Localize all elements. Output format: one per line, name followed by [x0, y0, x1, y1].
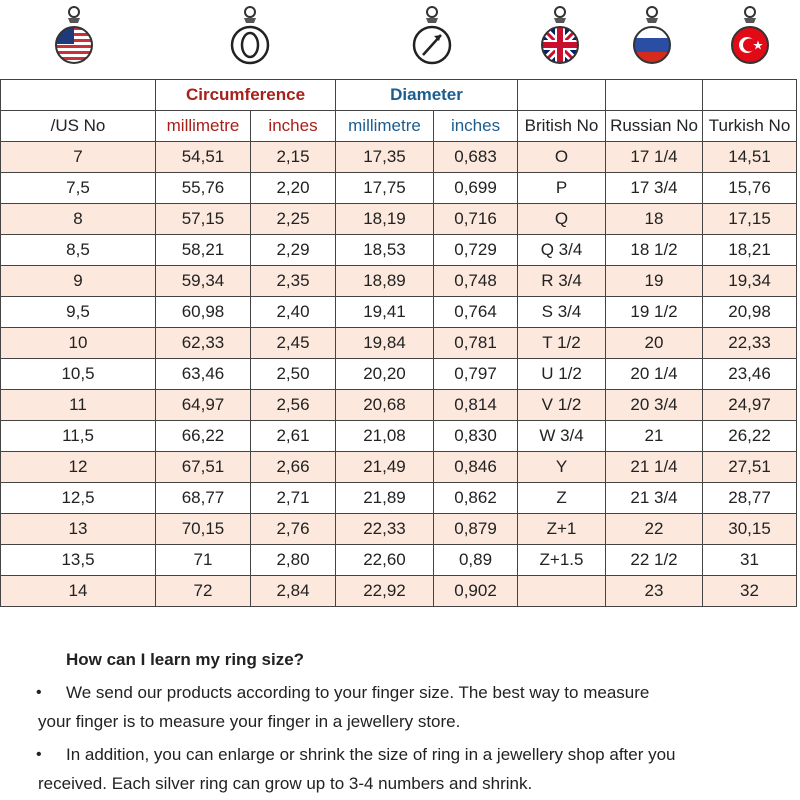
ring-circumference-icon — [228, 4, 272, 70]
circumference-in-cell: 2,76 — [251, 514, 336, 545]
circumference-mm-cell: 68,77 — [156, 483, 251, 514]
turkish-size-cell: 18,21 — [703, 235, 797, 266]
blank-header-cell — [703, 80, 797, 111]
diameter-mm-cell: 22,33 — [336, 514, 434, 545]
circumference-in-cell: 2,61 — [251, 421, 336, 452]
russian-size-cell: 21 3/4 — [606, 483, 703, 514]
table-row — [1, 173, 797, 204]
diameter-mm-cell: 21,08 — [336, 421, 434, 452]
table-row — [1, 545, 797, 576]
column-header-diameter-in: inches — [434, 111, 518, 142]
british-size-cell: Q 3/4 — [518, 235, 606, 266]
table-row — [1, 483, 797, 514]
circumference-in-cell: 2,20 — [251, 173, 336, 204]
british-size-cell: Y — [518, 452, 606, 483]
diameter-mm-cell: 18,53 — [336, 235, 434, 266]
bullet-marker: • — [36, 684, 42, 701]
us-size-cell: 8 — [1, 204, 156, 235]
diameter-mm-cell: 18,89 — [336, 266, 434, 297]
circumference-in-cell: 2,80 — [251, 545, 336, 576]
table-row — [1, 452, 797, 483]
turkish-size-cell: 23,46 — [703, 359, 797, 390]
us-size-cell: 12 — [1, 452, 156, 483]
table-row — [1, 235, 797, 266]
diameter-in-cell: 0,748 — [434, 266, 518, 297]
circumference-mm-cell: 67,51 — [156, 452, 251, 483]
table-row — [1, 266, 797, 297]
notes-question: How can I learn my ring size? — [66, 650, 305, 669]
circumference-mm-cell: 58,21 — [156, 235, 251, 266]
column-header-us: /US No — [1, 111, 156, 142]
russian-size-cell: 19 1/2 — [606, 297, 703, 328]
table-row — [1, 297, 797, 328]
diameter-in-cell: 0,846 — [434, 452, 518, 483]
us-size-cell: 10,5 — [1, 359, 156, 390]
us-flag-icon — [52, 4, 96, 70]
turkish-size-cell: 17,15 — [703, 204, 797, 235]
us-size-cell: 9 — [1, 266, 156, 297]
russian-size-cell: 21 1/4 — [606, 452, 703, 483]
circumference-mm-cell: 70,15 — [156, 514, 251, 545]
diameter-in-cell: 0,89 — [434, 545, 518, 576]
us-size-cell: 12,5 — [1, 483, 156, 514]
circumference-in-cell: 2,45 — [251, 328, 336, 359]
russian-size-cell: 21 — [606, 421, 703, 452]
diameter-mm-cell: 22,60 — [336, 545, 434, 576]
british-size-cell — [518, 576, 606, 607]
group-header-row — [1, 80, 797, 111]
british-size-cell: Z+1.5 — [518, 545, 606, 576]
diameter-in-cell: 0,879 — [434, 514, 518, 545]
table-row — [1, 142, 797, 173]
bullet-marker: • — [36, 746, 42, 763]
column-header-turkish: Turkish No — [703, 111, 797, 142]
diameter-mm-cell: 20,68 — [336, 390, 434, 421]
us-size-cell: 7 — [1, 142, 156, 173]
diameter-in-cell: 0,814 — [434, 390, 518, 421]
table-body — [1, 142, 797, 607]
russian-size-cell: 23 — [606, 576, 703, 607]
turkish-size-cell: 27,51 — [703, 452, 797, 483]
british-size-cell: R 3/4 — [518, 266, 606, 297]
table-row — [1, 576, 797, 607]
russian-size-cell: 17 3/4 — [606, 173, 703, 204]
table-row — [1, 390, 797, 421]
circumference-mm-cell: 66,22 — [156, 421, 251, 452]
us-size-cell: 14 — [1, 576, 156, 607]
blank-header-cell — [518, 80, 606, 111]
blank-header-cell — [1, 80, 156, 111]
british-size-cell: V 1/2 — [518, 390, 606, 421]
diameter-in-cell: 0,862 — [434, 483, 518, 514]
circumference-in-cell: 2,66 — [251, 452, 336, 483]
diameter-mm-cell: 17,75 — [336, 173, 434, 204]
us-size-cell: 8,5 — [1, 235, 156, 266]
circumference-mm-cell: 63,46 — [156, 359, 251, 390]
note-line: In addition, you can enlarge or shrink the size of ring in a jewellery shop after you — [66, 745, 676, 764]
circumference-mm-cell: 59,34 — [156, 266, 251, 297]
diameter-mm-cell: 19,84 — [336, 328, 434, 359]
ring-diameter-icon — [410, 4, 454, 70]
diameter-in-cell: 0,699 — [434, 173, 518, 204]
turkish-size-cell: 30,15 — [703, 514, 797, 545]
circumference-in-cell: 2,71 — [251, 483, 336, 514]
circumference-in-cell: 2,35 — [251, 266, 336, 297]
turkish-size-cell: 15,76 — [703, 173, 797, 204]
diameter-in-cell: 0,781 — [434, 328, 518, 359]
russian-size-cell: 18 1/2 — [606, 235, 703, 266]
diameter-mm-cell: 20,20 — [336, 359, 434, 390]
russian-size-cell: 19 — [606, 266, 703, 297]
diameter-header: Diameter — [336, 80, 518, 111]
russian-size-cell: 22 1/2 — [606, 545, 703, 576]
circumference-header: Circumference — [156, 80, 336, 111]
column-header-row — [1, 111, 797, 142]
note-line: received. Each silver ring can grow up to 3-4 numbers and shrink. — [38, 774, 533, 793]
russian-size-cell: 20 1/4 — [606, 359, 703, 390]
british-size-cell: W 3/4 — [518, 421, 606, 452]
uk-flag-icon — [538, 4, 582, 70]
table-row — [1, 204, 797, 235]
turkish-size-cell: 20,98 — [703, 297, 797, 328]
turkish-size-cell: 32 — [703, 576, 797, 607]
diameter-in-cell: 0,830 — [434, 421, 518, 452]
us-size-cell: 11,5 — [1, 421, 156, 452]
us-size-cell: 11 — [1, 390, 156, 421]
circumference-in-cell: 2,84 — [251, 576, 336, 607]
turkish-size-cell: 26,22 — [703, 421, 797, 452]
table-row — [1, 514, 797, 545]
circumference-mm-cell: 54,51 — [156, 142, 251, 173]
column-header-circumference-in: inches — [251, 111, 336, 142]
circumference-in-cell: 2,29 — [251, 235, 336, 266]
ring-size-table — [0, 79, 797, 607]
turkish-size-cell: 14,51 — [703, 142, 797, 173]
circumference-mm-cell: 57,15 — [156, 204, 251, 235]
british-size-cell: T 1/2 — [518, 328, 606, 359]
russian-size-cell: 20 3/4 — [606, 390, 703, 421]
diameter-mm-cell: 17,35 — [336, 142, 434, 173]
circumference-in-cell: 2,15 — [251, 142, 336, 173]
turkey-flag-icon — [728, 4, 772, 70]
turkish-size-cell: 22,33 — [703, 328, 797, 359]
russia-flag-icon — [630, 4, 674, 70]
british-size-cell: U 1/2 — [518, 359, 606, 390]
note-line: your finger is to measure your finger in a jewellery store. — [38, 712, 461, 731]
british-size-cell: O — [518, 142, 606, 173]
diameter-mm-cell: 21,49 — [336, 452, 434, 483]
diameter-mm-cell: 19,41 — [336, 297, 434, 328]
table-row — [1, 421, 797, 452]
us-size-cell: 10 — [1, 328, 156, 359]
diameter-in-cell: 0,764 — [434, 297, 518, 328]
circumference-in-cell: 2,50 — [251, 359, 336, 390]
note-line: We send our products according to your finger size. The best way to measure — [66, 683, 650, 702]
circumference-mm-cell: 55,76 — [156, 173, 251, 204]
circumference-in-cell: 2,56 — [251, 390, 336, 421]
british-size-cell: Z+1 — [518, 514, 606, 545]
us-size-cell: 7,5 — [1, 173, 156, 204]
us-size-cell: 13,5 — [1, 545, 156, 576]
diameter-mm-cell: 21,89 — [336, 483, 434, 514]
column-header-british: British No — [518, 111, 606, 142]
russian-size-cell: 20 — [606, 328, 703, 359]
british-size-cell: S 3/4 — [518, 297, 606, 328]
column-header-russian: Russian No — [606, 111, 703, 142]
turkish-size-cell: 28,77 — [703, 483, 797, 514]
turkish-size-cell: 24,97 — [703, 390, 797, 421]
turkish-size-cell: 31 — [703, 545, 797, 576]
russian-size-cell: 22 — [606, 514, 703, 545]
diameter-in-cell: 0,729 — [434, 235, 518, 266]
british-size-cell: P — [518, 173, 606, 204]
circumference-mm-cell: 71 — [156, 545, 251, 576]
diameter-in-cell: 0,683 — [434, 142, 518, 173]
diameter-mm-cell: 22,92 — [336, 576, 434, 607]
turkish-size-cell: 19,34 — [703, 266, 797, 297]
icon-row — [0, 0, 800, 78]
british-size-cell: Q — [518, 204, 606, 235]
circumference-in-cell: 2,25 — [251, 204, 336, 235]
diameter-in-cell: 0,716 — [434, 204, 518, 235]
diameter-in-cell: 0,902 — [434, 576, 518, 607]
us-size-cell: 13 — [1, 514, 156, 545]
circumference-mm-cell: 72 — [156, 576, 251, 607]
diameter-mm-cell: 18,19 — [336, 204, 434, 235]
blank-header-cell — [606, 80, 703, 111]
circumference-mm-cell: 62,33 — [156, 328, 251, 359]
circumference-in-cell: 2,40 — [251, 297, 336, 328]
diameter-in-cell: 0,797 — [434, 359, 518, 390]
british-size-cell: Z — [518, 483, 606, 514]
russian-size-cell: 18 — [606, 204, 703, 235]
circumference-mm-cell: 60,98 — [156, 297, 251, 328]
us-size-cell: 9,5 — [1, 297, 156, 328]
table-row — [1, 328, 797, 359]
circumference-mm-cell: 64,97 — [156, 390, 251, 421]
column-header-diameter-mm: millimetre — [336, 111, 434, 142]
russian-size-cell: 17 1/4 — [606, 142, 703, 173]
table-row — [1, 359, 797, 390]
column-header-circumference-mm: millimetre — [156, 111, 251, 142]
